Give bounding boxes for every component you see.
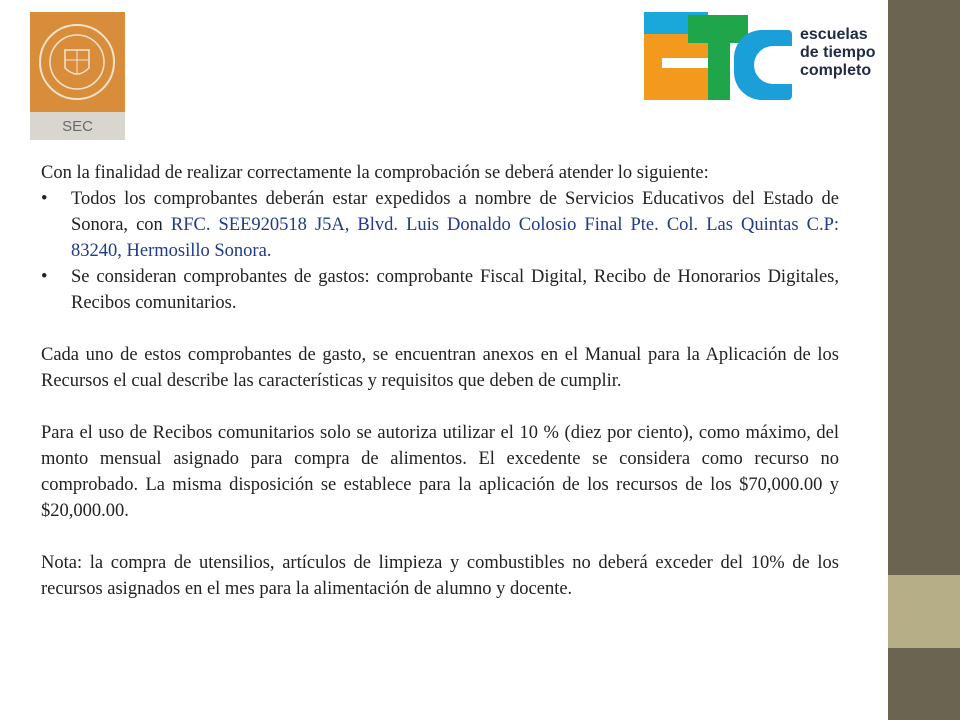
bullet-text: Todos los comprobantes deberán estar expedidos a nombre de Servicios Educativos del Estado de Sonora, con bbox=[71, 189, 839, 235]
document-body bbox=[41, 160, 839, 602]
rfc-address: RFC. SEE920518 J5A, Blvd. Luis Donaldo Colosio Final Pte. Col. Las Quintas C.P: 83240, Hermosillo Sonora. bbox=[71, 215, 839, 261]
list-item bbox=[41, 186, 839, 264]
manual-paragraph: Cada uno de estos comprobantes de gasto, se encuentran anexos en el Manual para la Aplicación de los Recursos el cual describe las características y requisitos que deben de cumplir. bbox=[41, 345, 839, 391]
intro-paragraph: Con la finalidad de realizar correctamente la comprobación se deberá atender lo siguiente: bbox=[41, 163, 709, 183]
sidebar-bar-accent bbox=[888, 575, 960, 648]
list-item: • Se consideran comprobantes de gastos: comprobante Fiscal Digital, Recibo de Honorarios Digitales, Recibos comunitarios. bbox=[41, 264, 839, 316]
state-seal-icon bbox=[37, 22, 117, 102]
requirements-list bbox=[41, 186, 839, 316]
note-paragraph: Nota: la compra de utensilios, artículos de limpieza y combustibles no deberá exceder del 10% de los recursos asignados en el mes para la alimentación de alumno y docente. bbox=[41, 553, 839, 599]
etc-line-3: completo bbox=[800, 62, 872, 79]
etc-line-2: de tiempo bbox=[800, 44, 876, 61]
receipts-paragraph: Para el uso de Recibos comunitarios solo se autoriza utilizar el 10 % (diez por ciento), como máximo, del monto mensual asignado para compra de alimentos. El excedente se considera como recurso no comprobado. La misma disposición se establece para la aplicación de los recursos de los $70,000.00 y $20,000.00. bbox=[41, 423, 839, 521]
etc-logo bbox=[642, 12, 882, 100]
sidebar-bar-bottom bbox=[888, 648, 960, 720]
etc-wordmark bbox=[800, 26, 882, 80]
sec-label: SEC bbox=[30, 112, 125, 140]
sidebar-bar-top bbox=[888, 0, 960, 575]
sec-logo bbox=[30, 12, 125, 140]
etc-line-1: escuelas bbox=[800, 26, 868, 43]
